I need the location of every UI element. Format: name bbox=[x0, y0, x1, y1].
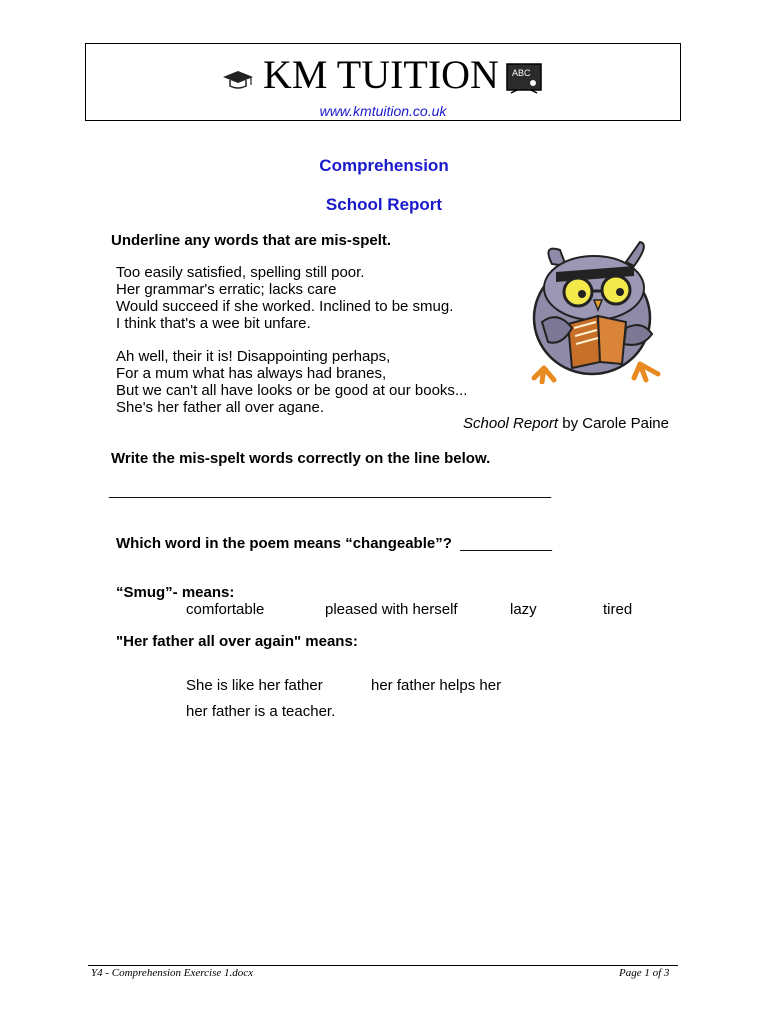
brand-row bbox=[86, 52, 680, 98]
poem-line: For a mum what has always had branes, bbox=[116, 365, 387, 382]
credit-author: by Carole Paine bbox=[558, 415, 669, 432]
header-box bbox=[85, 43, 681, 121]
credit-title: School Report bbox=[463, 415, 559, 432]
graduation-cap-icon bbox=[221, 68, 255, 90]
footer-page-number: Page 1 of 3 bbox=[619, 967, 670, 979]
father-option[interactable]: her father helps her bbox=[371, 677, 502, 694]
instruction-underline: Underline any words that are mis-spelt. bbox=[111, 232, 392, 249]
father-option[interactable]: She is like her father bbox=[186, 677, 323, 694]
poem-line: But we can't all have looks or be good at our books... bbox=[116, 382, 468, 399]
answer-line[interactable]: _____________________________________________________ bbox=[109, 482, 552, 499]
question-changeable-blank[interactable]: ___________ bbox=[460, 535, 552, 552]
question-changeable bbox=[116, 535, 552, 552]
poem-title: School Report bbox=[325, 195, 443, 214]
question-changeable-text: Which word in the poem means “changeable”? bbox=[116, 535, 452, 552]
poem-line: I think that's a wee bit unfare. bbox=[116, 315, 311, 332]
poem-credit bbox=[463, 415, 669, 432]
abc-blackboard-icon bbox=[505, 61, 545, 97]
smug-option[interactable]: comfortable bbox=[186, 601, 265, 618]
poem-line: Too easily satisfied, spelling still poor. bbox=[116, 264, 365, 281]
footer-filename: Y4 - Comprehension Exercise 1.docx bbox=[91, 967, 254, 979]
father-option[interactable]: her father is a teacher. bbox=[186, 703, 336, 720]
footer-divider bbox=[88, 965, 678, 966]
instruction-rewrite: Write the mis-spelt words correctly on the line below. bbox=[111, 450, 491, 467]
poem-line: She's her father all over agane. bbox=[116, 399, 324, 416]
poem-line: Ah well, their it is! Disappointing perhaps, bbox=[116, 348, 391, 365]
reading-owl-icon bbox=[522, 236, 672, 384]
smug-option[interactable]: lazy bbox=[510, 601, 537, 618]
page-title: Comprehension bbox=[319, 156, 449, 175]
brand-name: KM TUITION bbox=[263, 52, 499, 97]
question-smug: “Smug”- means: bbox=[116, 584, 235, 601]
question-father: "Her father all over again" means: bbox=[116, 633, 358, 650]
smug-option[interactable]: tired bbox=[603, 601, 633, 618]
poem-line: Would succeed if she worked. Inclined to be smug. bbox=[116, 298, 454, 315]
smug-option[interactable]: pleased with herself bbox=[325, 601, 458, 618]
website-link[interactable]: www.kmtuition.co.uk bbox=[319, 103, 447, 119]
abc-board-text: ABC bbox=[511, 67, 531, 78]
poem-line: Her grammar's erratic; lacks care bbox=[116, 281, 337, 298]
